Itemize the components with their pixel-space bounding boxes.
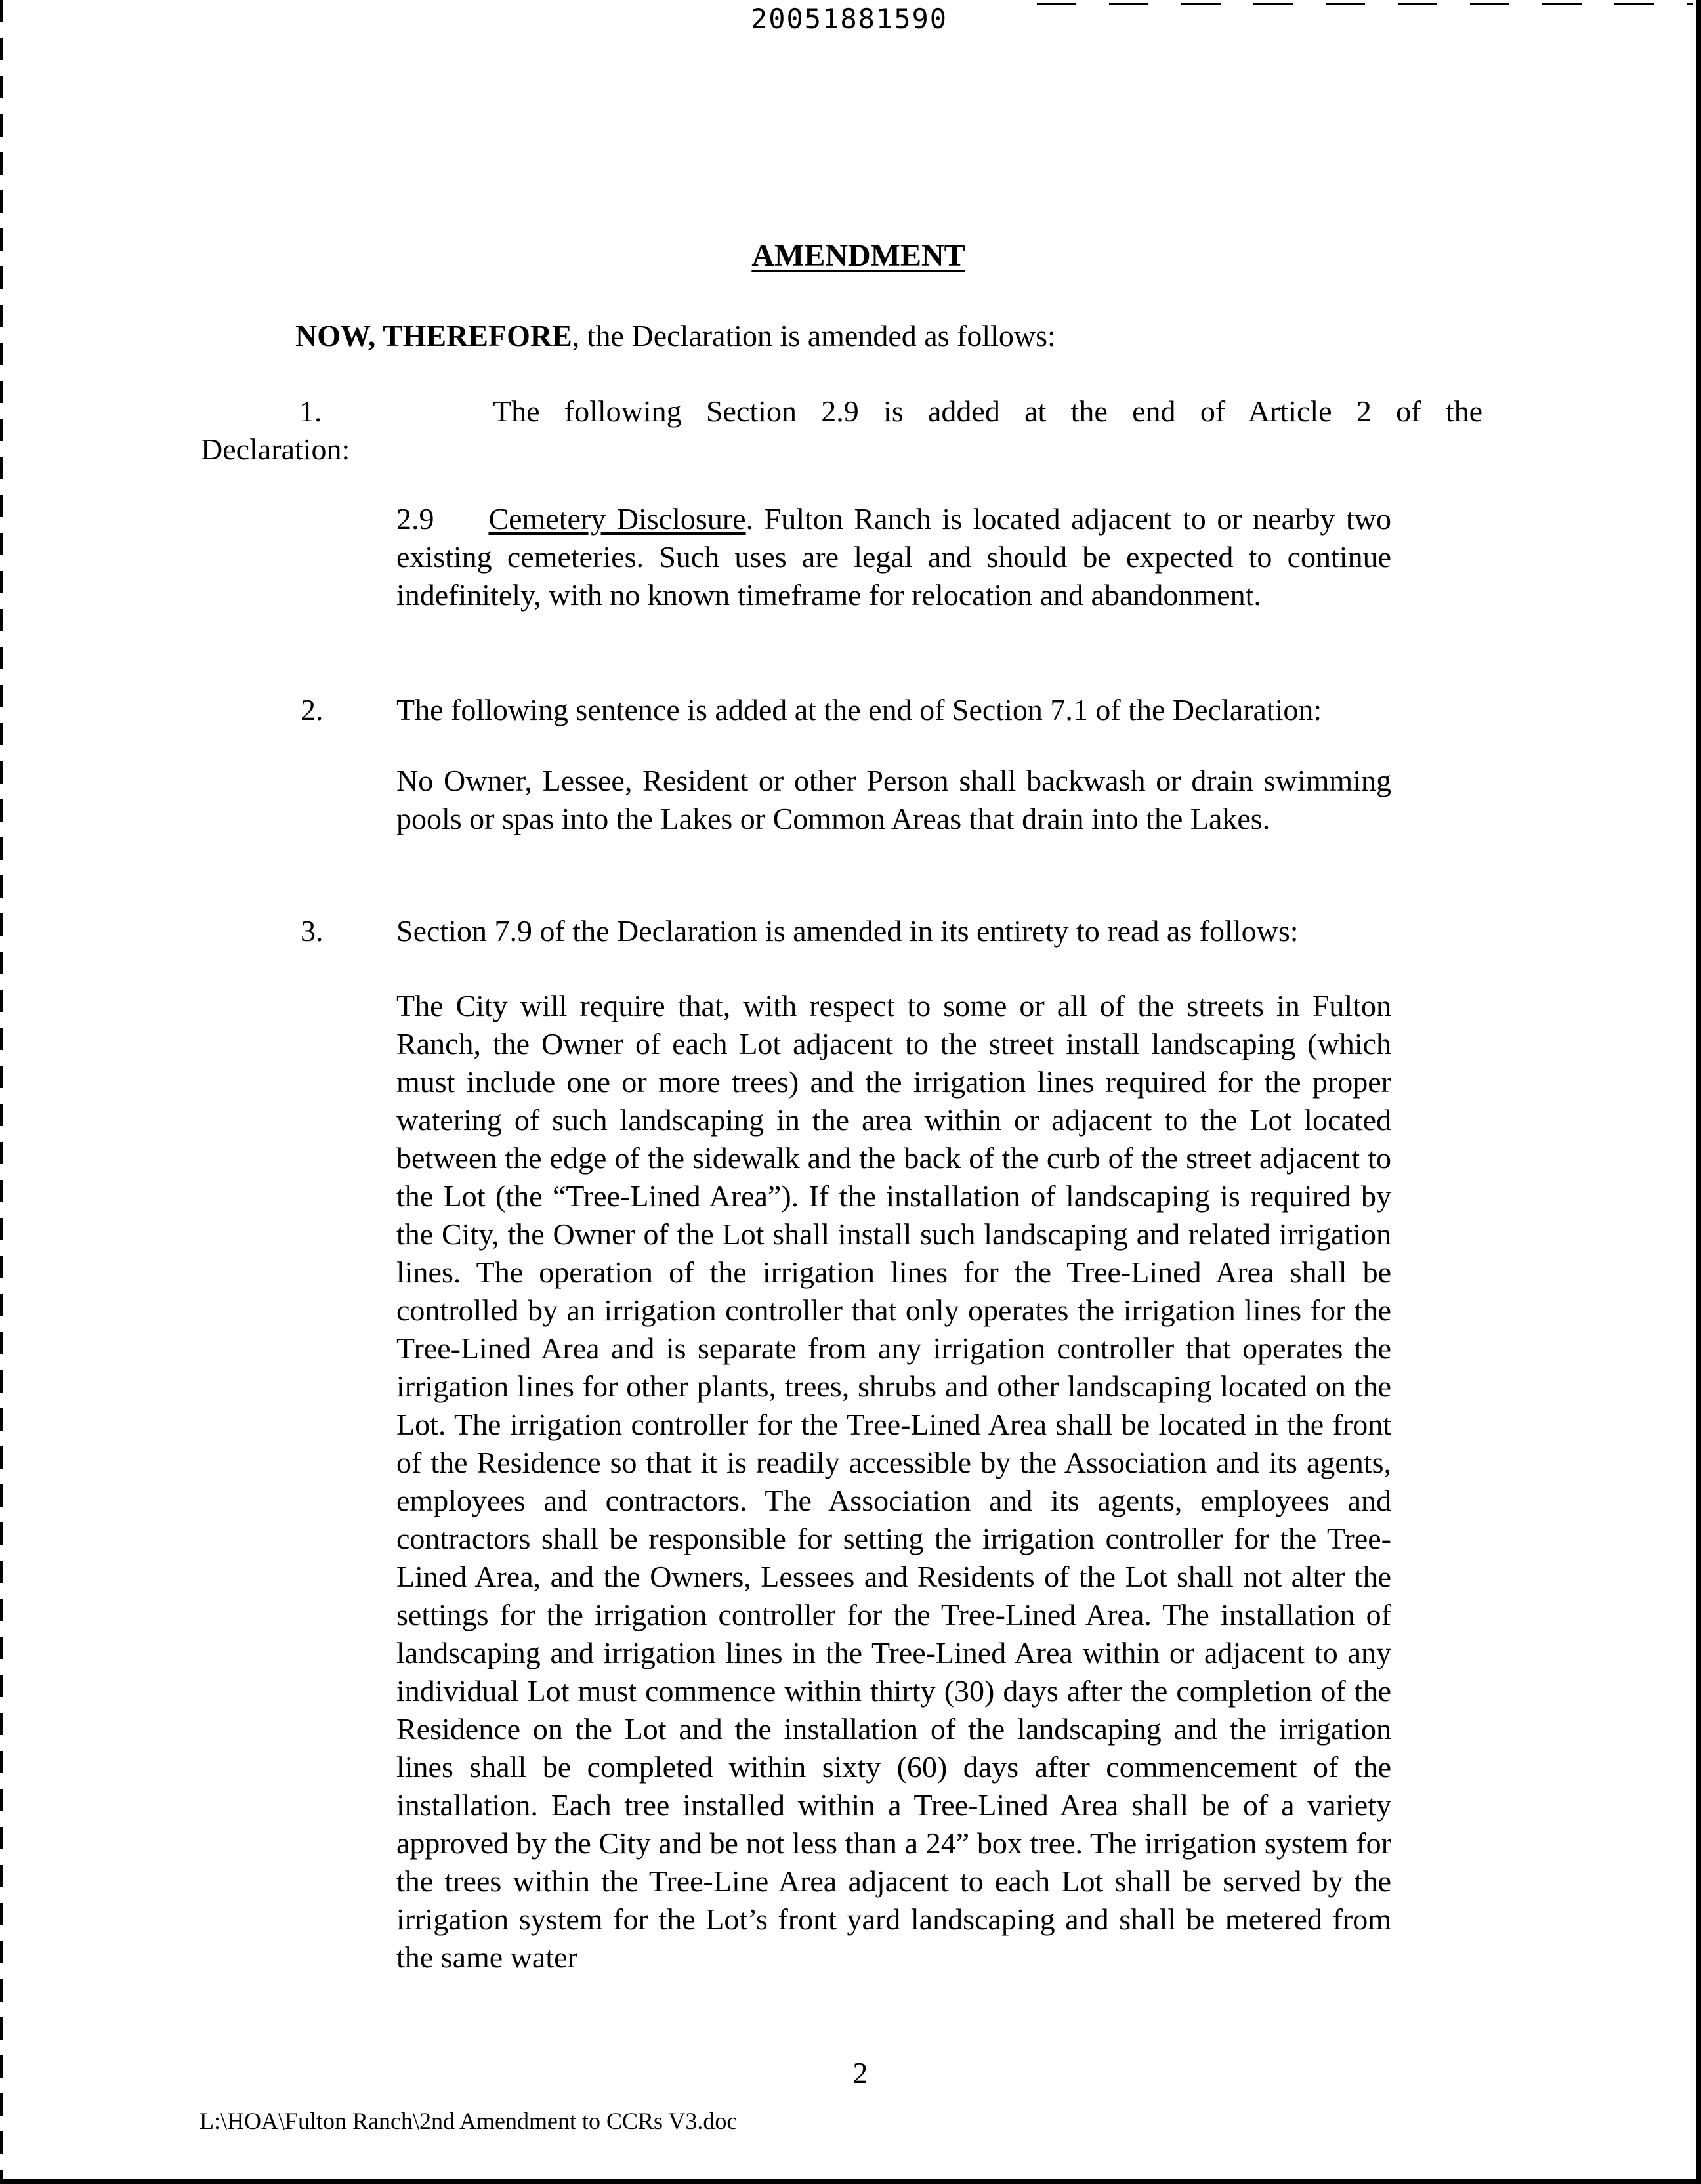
scan-right-edge bbox=[1696, 0, 1701, 2179]
page-title: AMENDMENT bbox=[751, 238, 965, 273]
scan-left-edge bbox=[0, 0, 3, 2184]
item-1-continuation: Declaration: bbox=[201, 432, 350, 466]
page-number: 2 bbox=[852, 2056, 868, 2090]
item-1-number: 1. bbox=[299, 394, 322, 428]
intro-bold: NOW, THEREFORE bbox=[295, 319, 572, 352]
intro-paragraph bbox=[295, 317, 1542, 355]
section-2-9-heading: Cemetery Disclosure bbox=[488, 502, 746, 536]
section-2-9-block bbox=[396, 500, 1391, 614]
item-2-number: 2. bbox=[301, 693, 324, 726]
item-2-text: The following sentence is added at the end of Section 7.1 of the Declaration: bbox=[396, 693, 1322, 726]
document-id: 20051881590 bbox=[750, 3, 948, 35]
section-7-9-block: The City will require that, with respect to some or all of the streets in Fulton Ranch, the Owner of each Lot adjacent to the street install landscaping (which must include one or more trees) and the irrigation lines required for the proper watering of such landscaping in the area within or adjacent to the Lot located between the edge of the sidewalk and the back of the curb of the street adjacent to the Lot (the “Tree-Lined Area”). If the installation of landscaping is required by the City, the Owner of the Lot shall install such landscaping and related irrigation lines. The operation of the irrigation lines for the Tree-Lined Area shall be controlled by an irrigation controller that only operates the irrigation lines for the Tree-Lined Area and is separate from any irrigation controller that operates the irrigation lines for other plants, trees, shrubs and other landscaping located on the Lot. The irrigation controller for the Tree-Lined Area shall be located in the front of the Residence so that it is readily accessible by the Association and its agents, employees and contractors. The Association and its agents, employees and contractors shall be responsible for setting the irrigation controller for the Tree-Lined Area, and the Owners, Lessees and Residents of the Lot shall not alter the settings for the irrigation controller for the Tree-Lined Area. The installation of landscaping and irrigation lines in the Tree-Lined Area within or adjacent to any individual Lot must commence within thirty (30) days after the completion of the Residence on the Lot and the installation of the landscaping and the irrigation lines shall be completed within sixty (60) days after commencement of the installation. Each tree installed within a Tree-Lined Area shall be of a variety approved by the City and be not less than a 24” box tree. The irrigation system for the trees within the Tree-Line Area adjacent to each Lot shall be served by the irrigation system for the Lot’s front yard landscaping and shall be metered from the same water bbox=[396, 989, 1391, 1974]
scan-bottom-edge bbox=[0, 2179, 1701, 2184]
section-7-1-block: No Owner, Lessee, Resident or other Person shall backwash or drain swimming pools or spas into the Lakes or Common Areas that drain into the Lakes. bbox=[396, 764, 1391, 835]
intro-rest: , the Declaration is amended as follows: bbox=[572, 319, 1056, 352]
section-2-9-number: 2.9 bbox=[396, 502, 434, 536]
footer-file-path: L:\HOA\Fulton Ranch\2nd Amendment to CCRs V3.doc bbox=[200, 2108, 738, 2134]
item-3-text: Section 7.9 of the Declaration is amended in its entirety to read as follows: bbox=[396, 914, 1299, 948]
item-1-text: The following Section 2.9 is added at the end of Article 2 of the bbox=[493, 394, 1482, 428]
item-3-number: 3. bbox=[301, 914, 324, 948]
section-2-9-body: . Fulton Ranch is located adjacent to or nearby two existing cemeteries. Such uses are legal and should be expected to continue indefinitely, with no known timeframe for relocation and abandonment. bbox=[396, 502, 1391, 612]
